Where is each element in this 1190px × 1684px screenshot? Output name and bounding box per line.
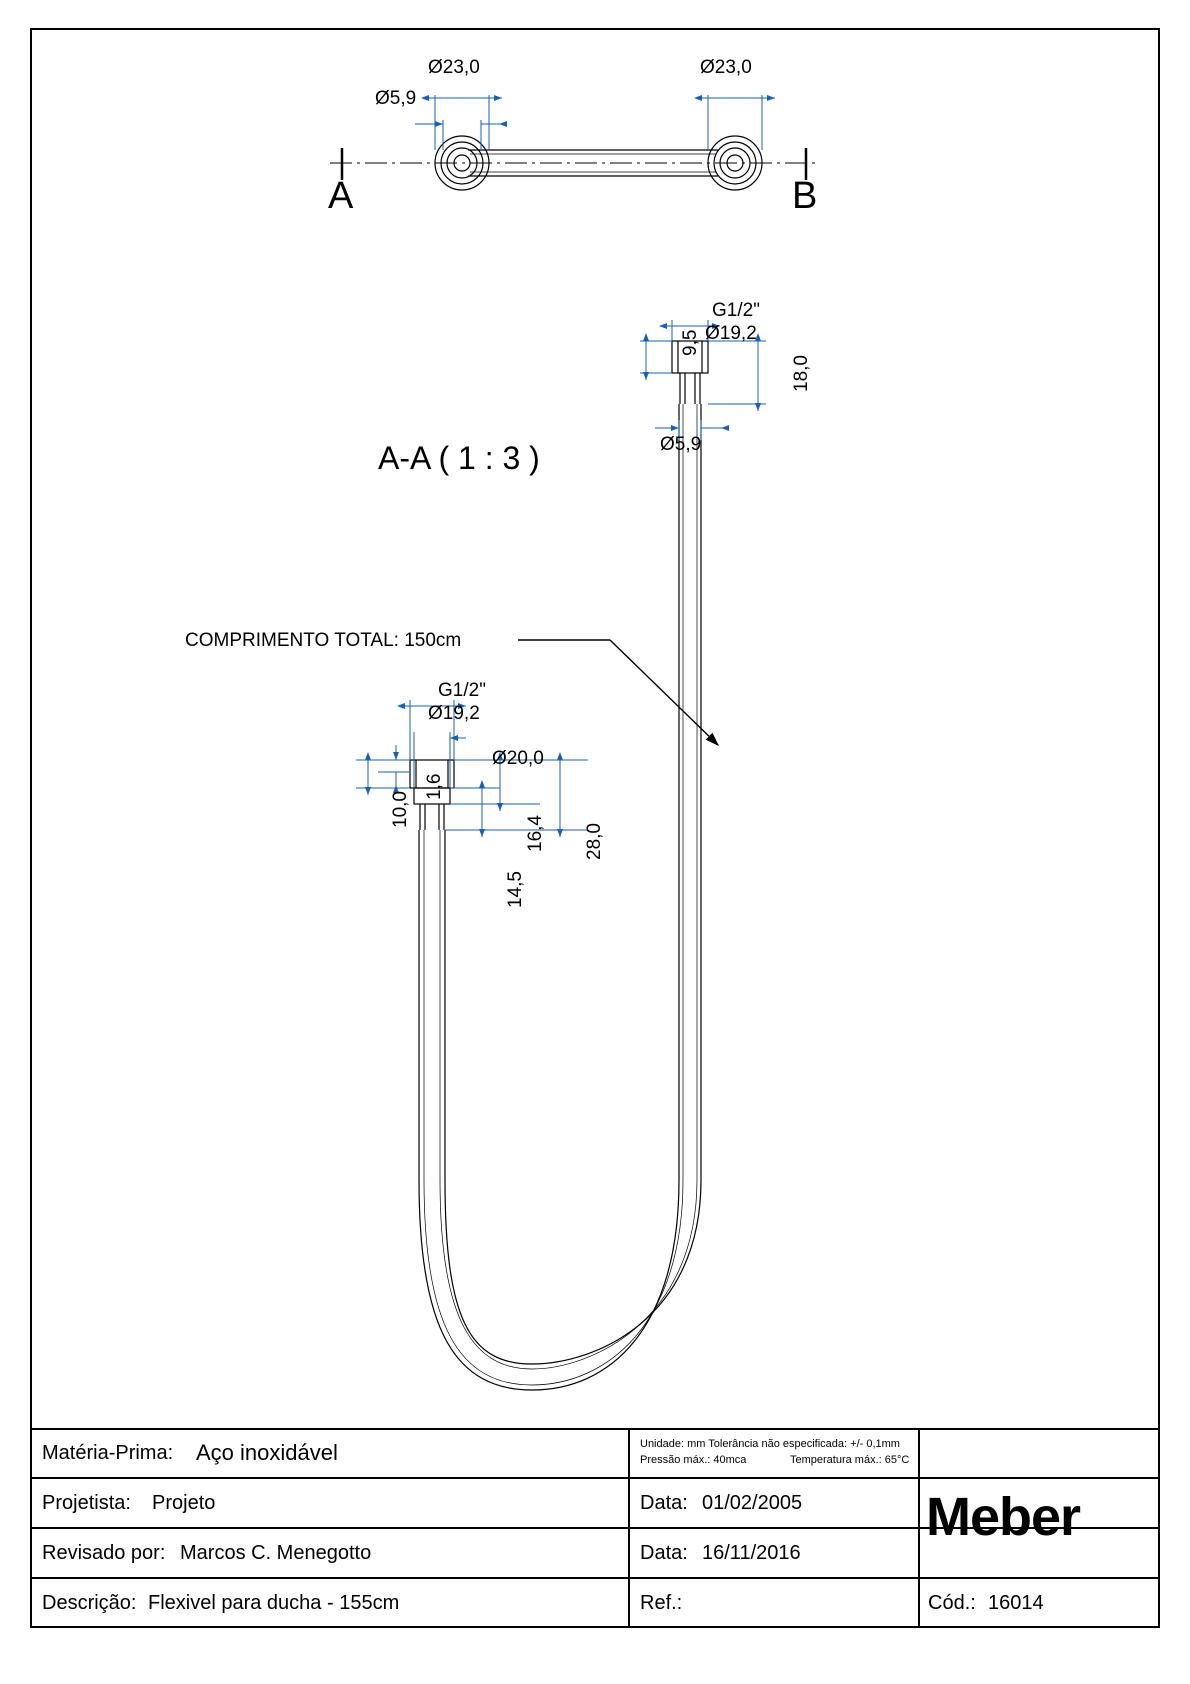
dim-top-hose-diameter: Ø5,9 [375,88,417,109]
code-value: 16014 [988,1592,1044,1614]
material-label: Matéria-Prima: [42,1442,174,1464]
dim-lower-h-16-4: 16,4 [525,815,546,852]
notes-line-1: Unidade: mm Tolerância não especificada: +/- 0,1mm [640,1438,900,1450]
dim-upper-height-9-5: 9,5 [680,329,701,356]
code-label: Cód.: [928,1592,976,1614]
dim-upper-height-18-0: 18,0 [791,355,812,392]
note-total-length: COMPRIMENTO TOTAL: 150cm [185,630,462,651]
date1-label: Data: [640,1492,688,1514]
company-logo: Meber [926,1487,1081,1547]
dim-upper-hose-diameter: Ø5,9 [660,434,702,455]
date2-label: Data: [640,1542,688,1564]
designer-label: Projetista: [42,1492,131,1514]
ref-label: Ref.: [640,1592,683,1614]
dim-lower-h-1-6: 1,6 [424,773,445,800]
dim-upper-thread-diameter: Ø19,2 [705,323,757,344]
dim-lower-h-28-0: 28,0 [584,823,605,860]
dim-top-left-nut-diameter: Ø23,0 [428,57,480,78]
description-label: Descrição: [42,1592,137,1614]
date1-value: 01/02/2005 [702,1492,803,1514]
section-mark-left: A [328,175,354,217]
dim-upper-thread: G1/2" [712,300,760,321]
section-mark-right: B [792,175,818,217]
description-value: Flexivel para ducha - 155cm [148,1592,400,1614]
notes-line-2b: Temperatura máx.: 65°C [790,1454,910,1466]
material-value: Aço inoxidável [196,1440,338,1465]
dim-lower-outer-diameter: Ø20,0 [492,748,544,769]
reviewer-label: Revisado por: [42,1542,166,1564]
dim-lower-h-14-5: 14,5 [505,871,526,908]
dim-lower-thread: G1/2" [438,680,486,701]
date2-value: 16/11/2016 [702,1542,801,1564]
dim-lower-h-10-0: 10,0 [390,791,411,828]
dim-top-right-nut-diameter: Ø23,0 [700,57,752,78]
dim-lower-thread-diameter: Ø19,2 [428,703,480,724]
reviewer-value: Marcos C. Menegotto [180,1542,372,1564]
designer-value: Projeto [152,1492,216,1514]
section-view-title: A-A ( 1 : 3 ) [378,440,540,476]
notes-line-2a: Pressão máx.: 40mca [640,1454,747,1466]
title-block [30,1428,1160,1628]
